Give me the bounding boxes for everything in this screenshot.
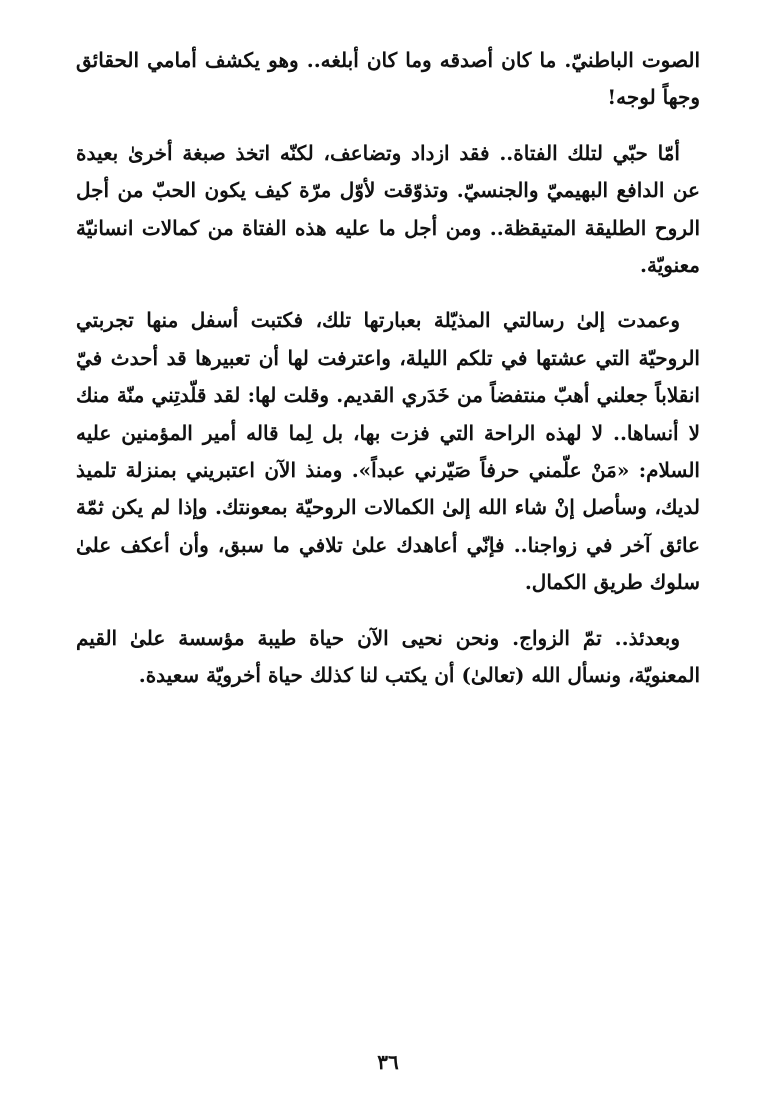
page-number: ٣٦ xyxy=(377,1050,399,1074)
paragraph-1: الصوت الباطنيّ. ما كان أصدقه وما كان أبلغه.. وهو يكشف أمامي الحقائق وجهاً لوجه! xyxy=(76,48,700,110)
paragraph-3: وعمدت إلىٰ رسالتي المذيّلة بعبارتها تلك، فكتبت أسفل منها تجربتي الروحيّة التي عشتها في تلكم الليلة، واعترفت لها أن تعبيرها قد أحدث فيّ انقلاباً جعلني أهبّ منتفضاً من خَدَري القديم. وقلت لها: لقد قلّدتِني منّة منك لا أنساها.. لا لهذه الراحة التي فزت بها، بل لِما قاله أمير المؤمنين عليه السلام: «مَنْ علّمني حرفاً صَيّرني عبداً». ومنذ الآن اعتبريني بمنزلة تلميذ لديك، وسأصل إنْ شاء الله إلىٰ الكمالات الروحيّة بمعونتك. وإذا لم يكن ثمّة عائق آخر في زواجنا.. فإنّي أعاهدك علىٰ تلافي ما سبق، وأن أعكف علىٰ سلوك طريق الكمال. xyxy=(76,308,700,595)
paragraph-2: أمّا حبّي لتلك الفتاة.. فقد ازداد وتضاعف، لكنّه اتخذ صبغة أخرىٰ بعيدة عن الدافع البهيميّ والجنسيّ. وتذوّقت لأوّل مرّة كيف يكون الحبّ من أجل الروح الطليقة المتيقظة.. ومن أجل ما عليه هذه الفتاة من كمالات انسانيّة معنويّة. xyxy=(76,140,700,278)
body-text xyxy=(76,42,700,695)
paragraph-4: وبعدئذ.. تمّ الزواج. ونحن نحيى الآن حياة طيبة مؤسسة علىٰ القيم المعنويّة، ونسأل الله (تعالىٰ) أن يكتب لنا كذلك حياة أخرويّة سعيدة. xyxy=(76,625,700,688)
